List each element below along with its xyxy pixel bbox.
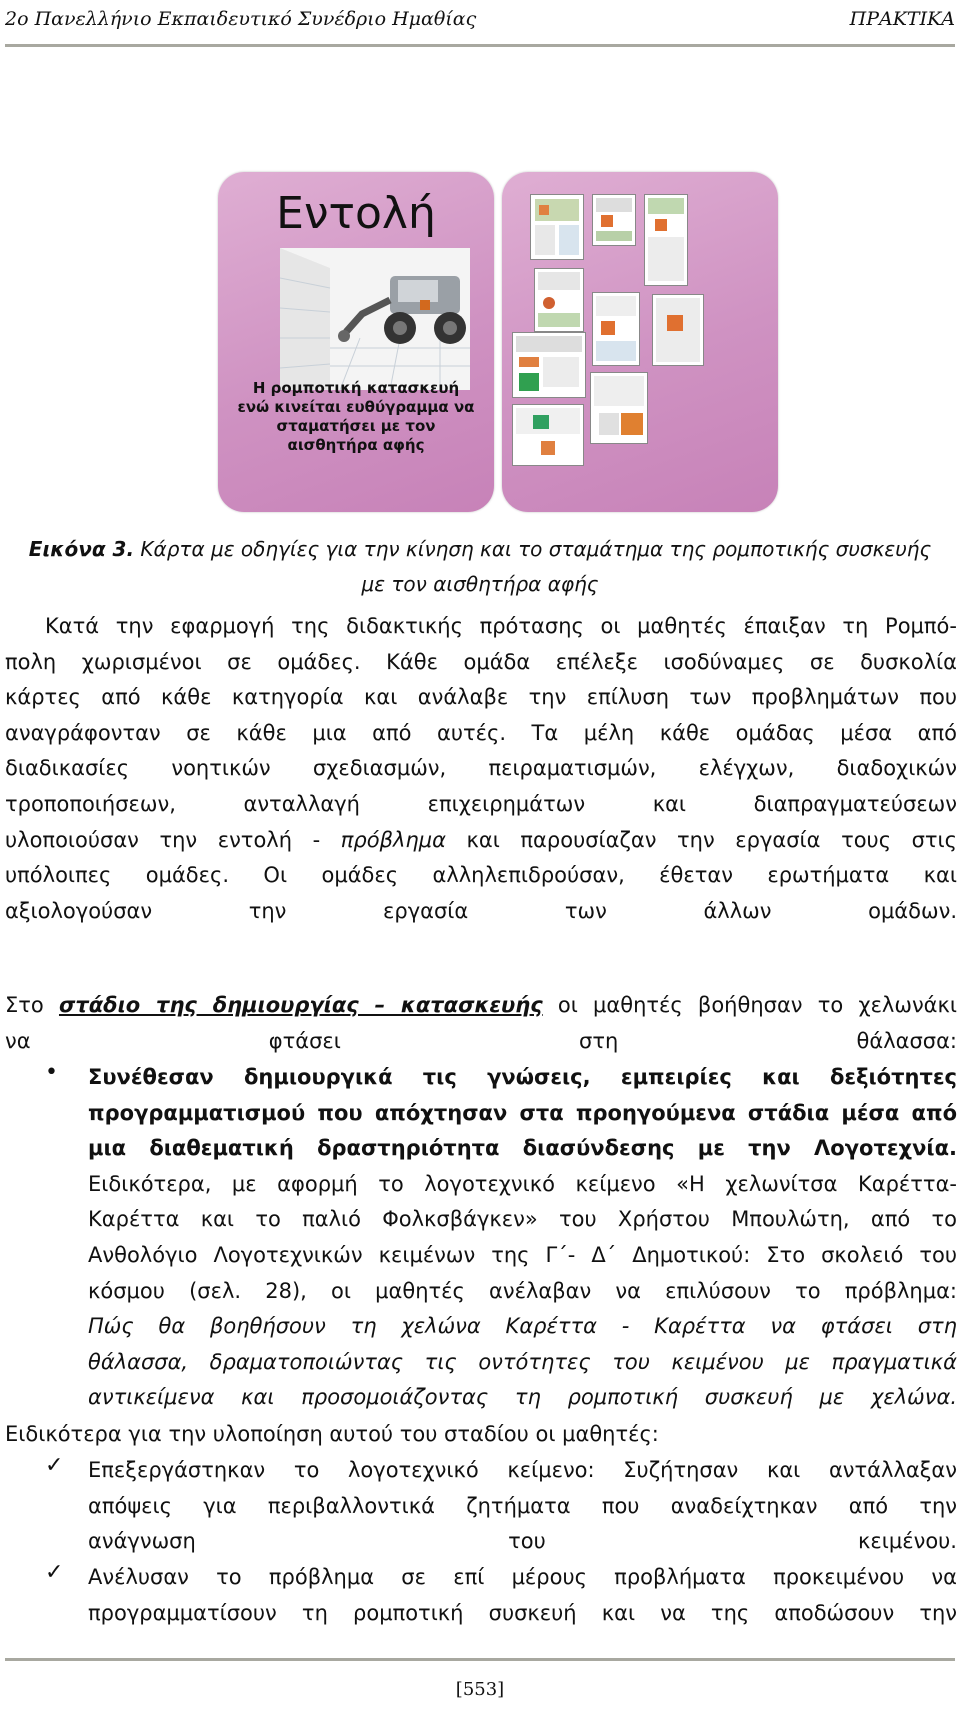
paragraph <box>5 988 957 1059</box>
text-span: υλοποιούσαν την εντολή - <box>5 827 341 852</box>
text-line: κάρτες από κάθε κατηγορία και ανάλαβε την επίλυση των προβλημάτων που <box>5 685 957 710</box>
conference-title: 2ο Πανελλήνιο Εκπαιδευτικό Συνέδριο Ημαθίας <box>5 8 477 30</box>
figure-caption <box>0 532 960 602</box>
program-screenshot <box>512 332 586 398</box>
text-line: Καρέττα και το παλιό Φολκσβάγκεν» του Χρήστου Μπουλώτη, από το <box>88 1207 957 1232</box>
robot-photo <box>280 248 470 390</box>
text-line: αξιολογούσαν την εργασία των άλλων ομάδων. <box>5 898 957 923</box>
header-rule <box>5 44 955 47</box>
check-item <box>88 1453 957 1560</box>
text-line: Κατά την εφαρμογή της διδακτικής πρότασης οι μαθητές έπαιξαν τη Ρομπό- <box>45 614 957 638</box>
card-caption: Η ρομποτική κατασκευή ενώ κινείται ευθύγραμμα να σταματήσει με τον αισθητήρα αφής <box>237 379 475 454</box>
section-label: ΠΡΑΚΤΙΚΑ <box>849 8 955 30</box>
text-line <box>5 988 957 1024</box>
text-line <box>5 823 957 859</box>
bullet-marker: • <box>45 1060 58 1085</box>
text-line: κόσμου (σελ. 28), οι μαθητές ανέλαβαν να επιλύσουν το πρόβλημα: <box>88 1278 957 1303</box>
card-title: Εντολή <box>276 188 436 239</box>
text-line: Ανθολόγιο Λογοτεχνικών κειμένων της Γ΄- Δ΄ Δημοτικού: Στο σκολειό του <box>88 1242 957 1267</box>
text-line: Επεξεργάστηκαν το λογοτεχνικό κείμενο: Συζήτησαν και αντάλλαξαν <box>88 1458 957 1482</box>
program-screenshot <box>534 268 584 332</box>
program-screenshot <box>592 194 636 246</box>
text-line: θάλασσα, δραματοποιώντας τις οντότητες του κειμένου με πραγματικά <box>88 1349 957 1374</box>
page-number: [553] <box>455 1679 505 1700</box>
caption-line: Κάρτα με οδηγίες για την κίνηση και το σταμάτημα της ρομποτικής συσκευής <box>140 537 932 561</box>
text-line: Ειδικότερα, με αφορμή το λογοτεχνικό κείμενο «Η χελωνίτσα Καρέττα- <box>88 1171 957 1196</box>
text-span: Στο <box>5 993 59 1017</box>
text-line: Πώς θα βοηθήσουν τη χελώνα Καρέττα - Καρέττα να φτάσει στη <box>88 1314 957 1339</box>
program-screenshot <box>592 292 640 366</box>
program-screenshot <box>530 194 584 260</box>
text-line: Ανέλυσαν το πρόβλημα σε επί μέρους προβλήματα προκειμένου να <box>88 1565 957 1589</box>
text-span: και παρουσίαζαν την εργασία τους στις <box>445 827 957 852</box>
text-line: τροποποιήσεων, ανταλλαγή επιχειρημάτων και διαπραγματεύσεων <box>5 791 957 816</box>
text-line: ανάγνωση του κειμένου. <box>88 1529 957 1554</box>
check-item <box>88 1560 957 1631</box>
footer-rule <box>5 1658 955 1661</box>
text-line: αντικείμενα και προσομοιάζοντας τη ρομποτική συσκευή με χελώνα. <box>88 1385 957 1410</box>
card-front <box>218 172 494 512</box>
program-screenshot <box>512 404 584 466</box>
checkmark-icon: ✓ <box>45 1453 64 1478</box>
bullet-item <box>88 1060 957 1416</box>
program-screenshot <box>590 372 648 444</box>
text-line: διαδικασίες νοητικών σχεδιασμών, πειραματισμών, ελέγχων, διαδοχικών <box>5 756 957 781</box>
paragraph <box>5 609 957 929</box>
running-header <box>5 0 955 38</box>
text-line: να φτάσει στη θάλασσα: <box>5 1028 957 1053</box>
caption-line: με τον αισθητήρα αφής <box>361 572 599 596</box>
text-line: Συνέθεσαν δημιουργικά τις γνώσεις, εμπειρίες και δεξιότητες <box>88 1065 957 1089</box>
text-line: προγραμματίσουν τη ρομποτική συσκευή και να της αποδώσουν την <box>88 1600 957 1625</box>
text-line: προγραμματισμού που απόχτησαν στα προηγούμενα στάδια μέσα από <box>88 1100 957 1125</box>
checkmark-icon: ✓ <box>45 1560 64 1585</box>
text-line: πολη χωρισμένοι σε ομάδες. Κάθε ομάδα επέλεξε ισοδύναμες σε δυσκολία <box>5 649 957 674</box>
paragraph: Ειδικότερα για την υλοποίηση αυτού του σταδίου οι μαθητές: <box>5 1422 659 1446</box>
text-span: οι μαθητές βοήθησαν το χελωνάκι <box>542 993 958 1017</box>
program-screenshot <box>652 294 704 366</box>
caption-label: Εικόνα 3. <box>28 537 135 561</box>
text-line: απόψεις για περιβαλλοντικά ζητήματα που αναδείχτηκαν από την <box>88 1493 957 1518</box>
figure-card <box>218 172 778 512</box>
program-screenshot <box>644 194 688 286</box>
stage-heading: στάδιο της δημιουργίας – κατασκευής <box>58 993 543 1017</box>
emphasis: πρόβλημα <box>340 827 446 852</box>
text-line: μια διαθεματική δραστηριότητα διασύνδεσης με την Λογοτεχνία. <box>88 1136 957 1161</box>
text-line: υπόλοιπες ομάδες. Οι ομάδες αλληλεπιδρούσαν, έθεταν ερωτήματα και <box>5 863 957 888</box>
text-line: αναγράφονταν σε κάθε μια από αυτές. Τα μέλη κάθε ομάδας μέσα από <box>5 720 957 745</box>
card-back <box>502 172 778 512</box>
